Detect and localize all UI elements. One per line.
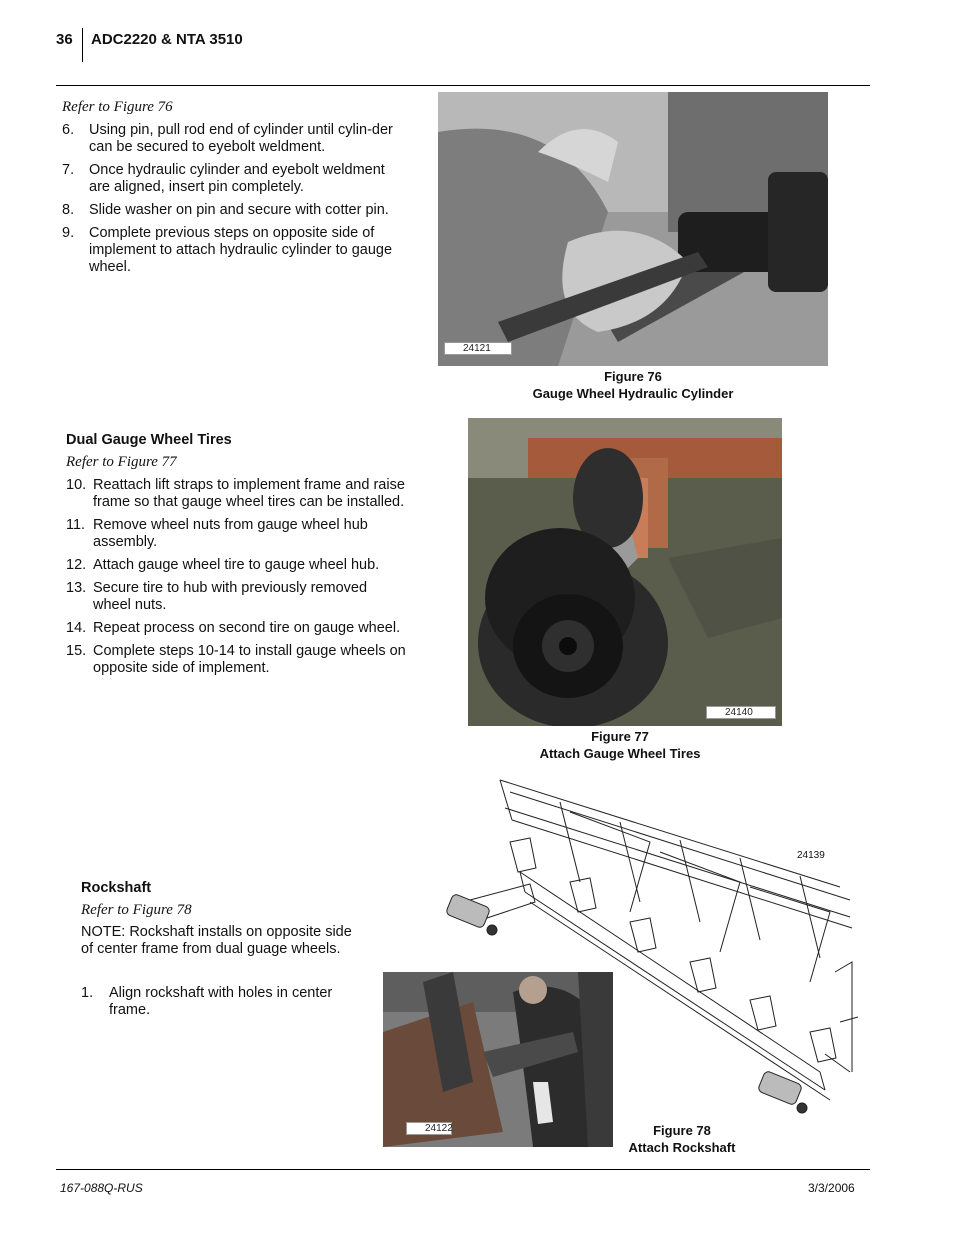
step-text: Reattach lift straps to implement frame and raise frame so that gauge wheel tires can be installed. bbox=[93, 477, 405, 510]
step-9 bbox=[62, 225, 402, 276]
step-text: Once hydraulic cylinder and eyebolt weldment are aligned, insert pin completely. bbox=[89, 162, 385, 195]
step-number: 11. bbox=[66, 517, 86, 533]
step-10 bbox=[66, 477, 406, 511]
refer-figure-78: Refer to Figure 78 bbox=[81, 902, 192, 918]
dual-gauge-wheel-heading: Dual Gauge Wheel Tires bbox=[66, 432, 232, 448]
figure-78-title: Attach Rockshaft bbox=[628, 1140, 736, 1155]
step-text: Attach gauge wheel tire to gauge wheel hub. bbox=[93, 557, 380, 573]
step-number: 15. bbox=[66, 643, 87, 659]
figure-76-id: 24121 bbox=[444, 342, 512, 355]
figure-78-drawing-id: 24139 bbox=[797, 850, 825, 861]
document-date: 3/3/2006 bbox=[808, 1181, 855, 1195]
step-text: Repeat process on second tire on gauge wheel. bbox=[93, 620, 401, 636]
step-7 bbox=[62, 162, 402, 196]
step-8 bbox=[62, 202, 402, 219]
figure-77-caption bbox=[468, 728, 772, 762]
steps-list-2 bbox=[66, 477, 406, 683]
step-number: 12. bbox=[66, 557, 87, 573]
step-number: 1. bbox=[81, 985, 94, 1001]
figure-78-photo bbox=[383, 972, 613, 1147]
page-number: 36 bbox=[56, 31, 73, 48]
figure-76-number: Figure 76 bbox=[604, 369, 662, 384]
step-13 bbox=[66, 580, 406, 614]
step-1 bbox=[81, 985, 361, 1019]
rockshaft-note: NOTE: Rockshaft installs on opposite side of center frame from dual guage wheels. bbox=[81, 924, 352, 957]
step-11 bbox=[66, 517, 406, 551]
header-divider bbox=[82, 28, 83, 62]
rockshaft-heading: Rockshaft bbox=[81, 880, 152, 896]
figure-77-id: 24140 bbox=[706, 706, 776, 719]
step-text: Remove wheel nuts from gauge wheel hub assembly. bbox=[93, 517, 368, 550]
frame-rails bbox=[500, 780, 852, 982]
right-stands bbox=[825, 962, 858, 1072]
step-number: 9. bbox=[62, 225, 75, 241]
document-number: 167-088Q-RUS bbox=[60, 1181, 143, 1195]
step-text: Complete steps 10-14 to install gauge wheels on opposite side of implement. bbox=[93, 643, 406, 676]
figure-76-title: Gauge Wheel Hydraulic Cylinder bbox=[532, 386, 734, 401]
step-text: Slide washer on pin and secure with cotter pin. bbox=[89, 202, 389, 218]
step-number: 13. bbox=[66, 580, 87, 596]
refer-figure-77: Refer to Figure 77 bbox=[66, 454, 177, 470]
figure-78-photo-id: 24122 bbox=[406, 1122, 452, 1135]
step-text: Complete previous steps on opposite side of implement to attach hydraulic cylinder to gauge wheel. bbox=[89, 225, 393, 275]
step-15 bbox=[66, 643, 406, 677]
steps-list-3 bbox=[81, 985, 361, 1025]
figure-77-title: Attach Gauge Wheel Tires bbox=[539, 746, 701, 761]
figure-78-caption bbox=[615, 1122, 749, 1156]
refer-figure-76: Refer to Figure 76 bbox=[62, 99, 173, 115]
figure-77-number: Figure 77 bbox=[591, 729, 649, 744]
step-number: 7. bbox=[62, 162, 75, 178]
step-number: 8. bbox=[62, 202, 75, 218]
header-rule bbox=[56, 85, 870, 86]
step-text: Secure tire to hub with previously removed wheel nuts. bbox=[93, 580, 368, 613]
steps-list-1 bbox=[62, 122, 402, 282]
step-text: Using pin, pull rod end of cylinder until cylin-der can be secured to eyebolt weldment. bbox=[89, 122, 393, 155]
step-6 bbox=[62, 122, 402, 156]
step-number: 6. bbox=[62, 122, 75, 138]
step-14 bbox=[66, 620, 406, 637]
figure-76-caption bbox=[438, 368, 828, 402]
figure-78-number: Figure 78 bbox=[653, 1123, 711, 1138]
step-number: 10. bbox=[66, 477, 87, 493]
footer-rule bbox=[56, 1169, 870, 1170]
figure-77-photo bbox=[468, 418, 782, 726]
figure-76-photo bbox=[438, 92, 828, 366]
document-title: ADC2220 & NTA 3510 bbox=[91, 31, 243, 48]
step-number: 14. bbox=[66, 620, 87, 636]
step-text: Align rockshaft with holes in center frame. bbox=[109, 985, 333, 1018]
step-12 bbox=[66, 557, 406, 574]
